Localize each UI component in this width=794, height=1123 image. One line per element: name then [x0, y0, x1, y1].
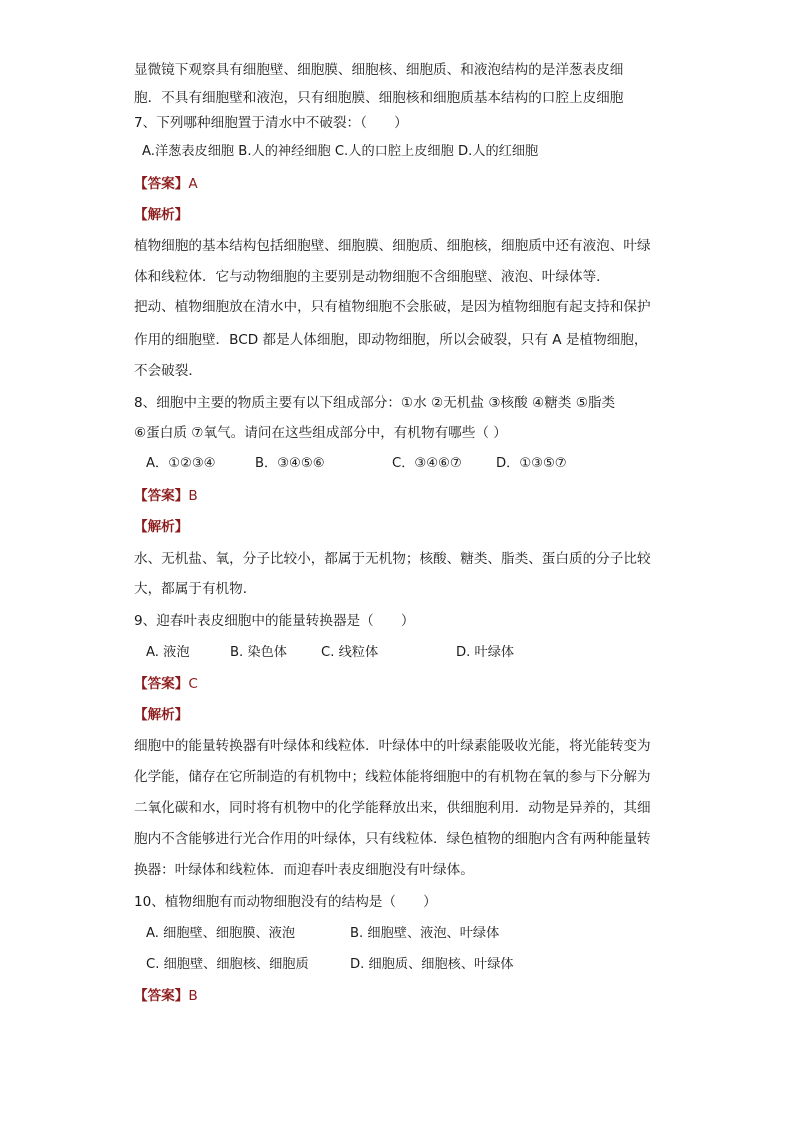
question-9-option-c: C. 线粒体: [321, 645, 379, 660]
question-8-option-d: D．①③⑤⑦: [496, 456, 567, 471]
question-9-analysis-line: 胞内不含能够进行光合作用的叶绿体，只有线粒体．绿色植物的细胞内含有两种能量转: [134, 831, 651, 847]
intro-line-1: 显微镜下观察具有细胞壁、细胞膜、细胞核、细胞质、和液泡结构的是洋葱表皮细: [134, 62, 624, 78]
question-8-stem-line-1: 8、细胞中主要的物质主要有以下组成部分：①水 ②无机盐 ③核酸 ④糖类 ⑤脂类: [134, 395, 616, 411]
question-9-option-b: B. 染色体: [230, 645, 287, 660]
question-7-analysis-line: 作用的细胞壁．BCD 都是人体细胞，即动物细胞，所以会破裂，只有 A 是植物细胞，: [134, 332, 648, 348]
question-7-analysis-label: 【解析】: [134, 207, 189, 223]
question-9-option-d: D. 叶绿体: [456, 645, 515, 660]
question-9-analysis-line: 二氧化碳和水，同时将有机物中的化学能释放出来，供细胞利用．动物是异养的，其细: [134, 800, 651, 816]
question-8-analysis-label: 【解析】: [134, 519, 189, 535]
question-8-option-c: C．③④⑥⑦: [392, 456, 462, 471]
answer-value: C: [188, 676, 198, 692]
answer-label: 【答案】: [134, 988, 189, 1004]
answer-value: B: [188, 988, 198, 1004]
question-7-analysis-line: 把动、植物细胞放在清水中，只有植物细胞不会胀破，是因为植物细胞有起支持和保护: [134, 299, 651, 315]
question-7-stem: 7、下列哪种细胞置于清水中不破裂：（ ）: [134, 115, 408, 131]
question-8-analysis-line: 水、无机盐、氧，分子比较小，都属于无机物；核酸、糖类、脂类、蛋白质的分子比较: [134, 551, 651, 567]
question-9-analysis-line: 换器：叶绿体和线粒体．而迎春叶表皮细胞没有叶绿体。: [134, 862, 474, 878]
question-10-option-b: B. 细胞壁、液泡、叶绿体: [350, 926, 500, 941]
question-10-answer: [134, 986, 198, 1006]
question-9-analysis-line: 细胞中的能量转换器有叶绿体和线粒体．叶绿体中的叶绿素能吸收光能，将光能转变为: [134, 738, 651, 754]
answer-value: B: [188, 488, 198, 504]
question-8-analysis-line: 大，都属于有机物．: [134, 581, 257, 597]
answer-label: 【答案】: [134, 676, 189, 692]
question-7-analysis-line: 植物细胞的基本结构包括细胞壁、细胞膜、细胞质、细胞核，细胞质中还有液泡、叶绿: [134, 238, 651, 254]
answer-label: 【答案】: [134, 488, 189, 504]
question-10-option-d: D. 细胞质、细胞核、叶绿体: [350, 957, 514, 972]
question-9-analysis-line: 化学能，储存在它所制造的有机物中；线粒体能将细胞中的有机物在氧的参与下分解为: [134, 769, 651, 785]
question-9-analysis-label: 【解析】: [134, 707, 189, 723]
question-7-analysis-line: 体和线粒体．它与动物细胞的主要别是动物细胞不含细胞壁、液泡、叶绿体等．: [134, 269, 610, 285]
question-9-answer: [134, 674, 198, 694]
question-10-option-c: C. 细胞壁、细胞核、细胞质: [146, 957, 309, 972]
question-7-options: A.洋葱表皮细胞 B.人的神经细胞 C.人的口腔上皮细胞 D.人的红细胞: [142, 144, 539, 159]
question-9-stem: 9、迎春叶表皮细胞中的能量转换器是（ ）: [134, 613, 415, 629]
intro-line-2: 胞．不具有细胞壁和液泡，只有细胞膜、细胞核和细胞质基本结构的口腔上皮细胞: [134, 90, 624, 106]
question-7-answer: [134, 174, 198, 194]
question-8-answer: [134, 486, 198, 506]
question-8-option-a: A．①②③④: [146, 456, 216, 471]
question-10-option-a: A. 细胞壁、细胞膜、液泡: [146, 926, 296, 941]
answer-value: A: [188, 176, 198, 192]
question-10-stem: 10、植物细胞有而动物细胞没有的结构是（ ）: [134, 894, 437, 910]
question-8-stem-line-2: ⑥蛋白质 ⑦氧气。请问在这些组成部分中，有机物有哪些（ ）: [134, 425, 507, 441]
question-8-option-b: B．③④⑤⑥: [255, 456, 325, 471]
question-7-analysis-line: 不会破裂．: [134, 363, 202, 379]
question-9-option-a: A. 液泡: [146, 645, 190, 660]
answer-label: 【答案】: [134, 176, 189, 192]
